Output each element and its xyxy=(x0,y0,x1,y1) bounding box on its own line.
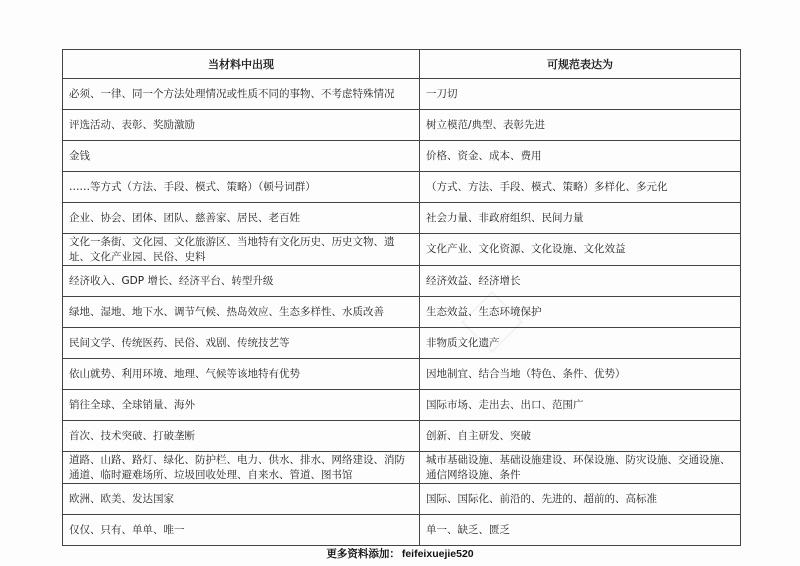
footer-label: 更多资料添加： xyxy=(326,548,400,560)
table-row xyxy=(63,515,741,546)
expression-cell: 非物质文化遗产 xyxy=(420,328,741,359)
material-cell: 仅仅、只有、单单、唯一 xyxy=(63,515,420,546)
expression-cell: 经济效益、经济增长 xyxy=(420,266,741,297)
expression-cell: 树立模范/典型、表彰先进 xyxy=(420,110,741,141)
material-cell: 评选活动、表彰、奖励激励 xyxy=(63,110,420,141)
footer-note xyxy=(0,547,800,561)
table-row xyxy=(63,484,741,515)
material-cell: 企业、协会、团体、团队、慈善家、居民、老百姓 xyxy=(63,203,420,234)
expression-cell: 国际市场、走出去、出口、范围广 xyxy=(420,390,741,421)
expression-cell: 创新、自主研发、突破 xyxy=(420,421,741,452)
material-cell: 文化一条街、文化园、文化旅游区、当地特有文化历史、历史文物、遗址、文化产业园、民俗、史料 xyxy=(63,234,420,266)
expression-cell: 城市基础设施、基础设施建设、环保设施、防灾设施、交通设施、通信网络设施、条件 xyxy=(420,452,741,484)
table-row xyxy=(63,452,741,484)
material-cell: 民间文学、传统医药、民俗、戏剧、传统技艺等 xyxy=(63,328,420,359)
table-row xyxy=(63,421,741,452)
expression-cell: 社会力量、非政府组织、民间力量 xyxy=(420,203,741,234)
material-cell: ……等方式（方法、手段、模式、策略）（顿号词群） xyxy=(63,172,420,203)
material-cell: 经济收入、GDP 增长、经济平台、转型升级 xyxy=(63,266,420,297)
material-cell: 道路、山路、路灯、绿化、防护栏、电力、供水、排水、网络建设、消防通道、临时避难场所、垃圾回收处理、自来水、管道、图书馆 xyxy=(63,452,420,484)
table-row xyxy=(63,390,741,421)
column-header-expression: 可规范表达为 xyxy=(420,50,741,79)
table-row xyxy=(63,359,741,390)
expression-table xyxy=(62,49,741,546)
material-cell: 金钱 xyxy=(63,141,420,172)
table-row xyxy=(63,172,741,203)
table-header-row xyxy=(63,50,741,79)
table-row xyxy=(63,297,741,328)
material-cell: 销往全球、全球销量、海外 xyxy=(63,390,420,421)
table-row xyxy=(63,110,741,141)
expression-cell: 国际、国际化、前沿的、先进的、超前的、高标准 xyxy=(420,484,741,515)
expression-cell: 文化产业、文化资源、文化设施、文化效益 xyxy=(420,234,741,266)
expression-cell: 一刀切 xyxy=(420,79,741,110)
expression-cell: 单一、缺乏、匮乏 xyxy=(420,515,741,546)
table-row xyxy=(63,79,741,110)
material-cell: 绿地、湿地、地下水、调节气候、热岛效应、生态多样性、水质改善 xyxy=(63,297,420,328)
material-cell: 首次、技术突破、打破垄断 xyxy=(63,421,420,452)
material-cell: 欧洲、欧美、发达国家 xyxy=(63,484,420,515)
material-cell: 依山就势、利用环境、地理、气候等该地特有优势 xyxy=(63,359,420,390)
expression-cell: （方式、方法、手段、模式、策略）多样化、多元化 xyxy=(420,172,741,203)
table-row xyxy=(63,203,741,234)
footer-contact: feifeixuejie520 xyxy=(401,548,474,560)
material-cell: 必须、一律、同一个方法处理情况或性质不同的事物、不考虑特殊情况 xyxy=(63,79,420,110)
expression-cell: 价格、资金、成本、费用 xyxy=(420,141,741,172)
expression-cell: 因地制宜、结合当地（特色、条件、优势） xyxy=(420,359,741,390)
column-header-material: 当材料中出现 xyxy=(63,50,420,79)
table-row xyxy=(63,141,741,172)
table-row xyxy=(63,234,741,266)
table-row xyxy=(63,328,741,359)
table-row xyxy=(63,266,741,297)
expression-cell: 生态效益、生态环境保护 xyxy=(420,297,741,328)
